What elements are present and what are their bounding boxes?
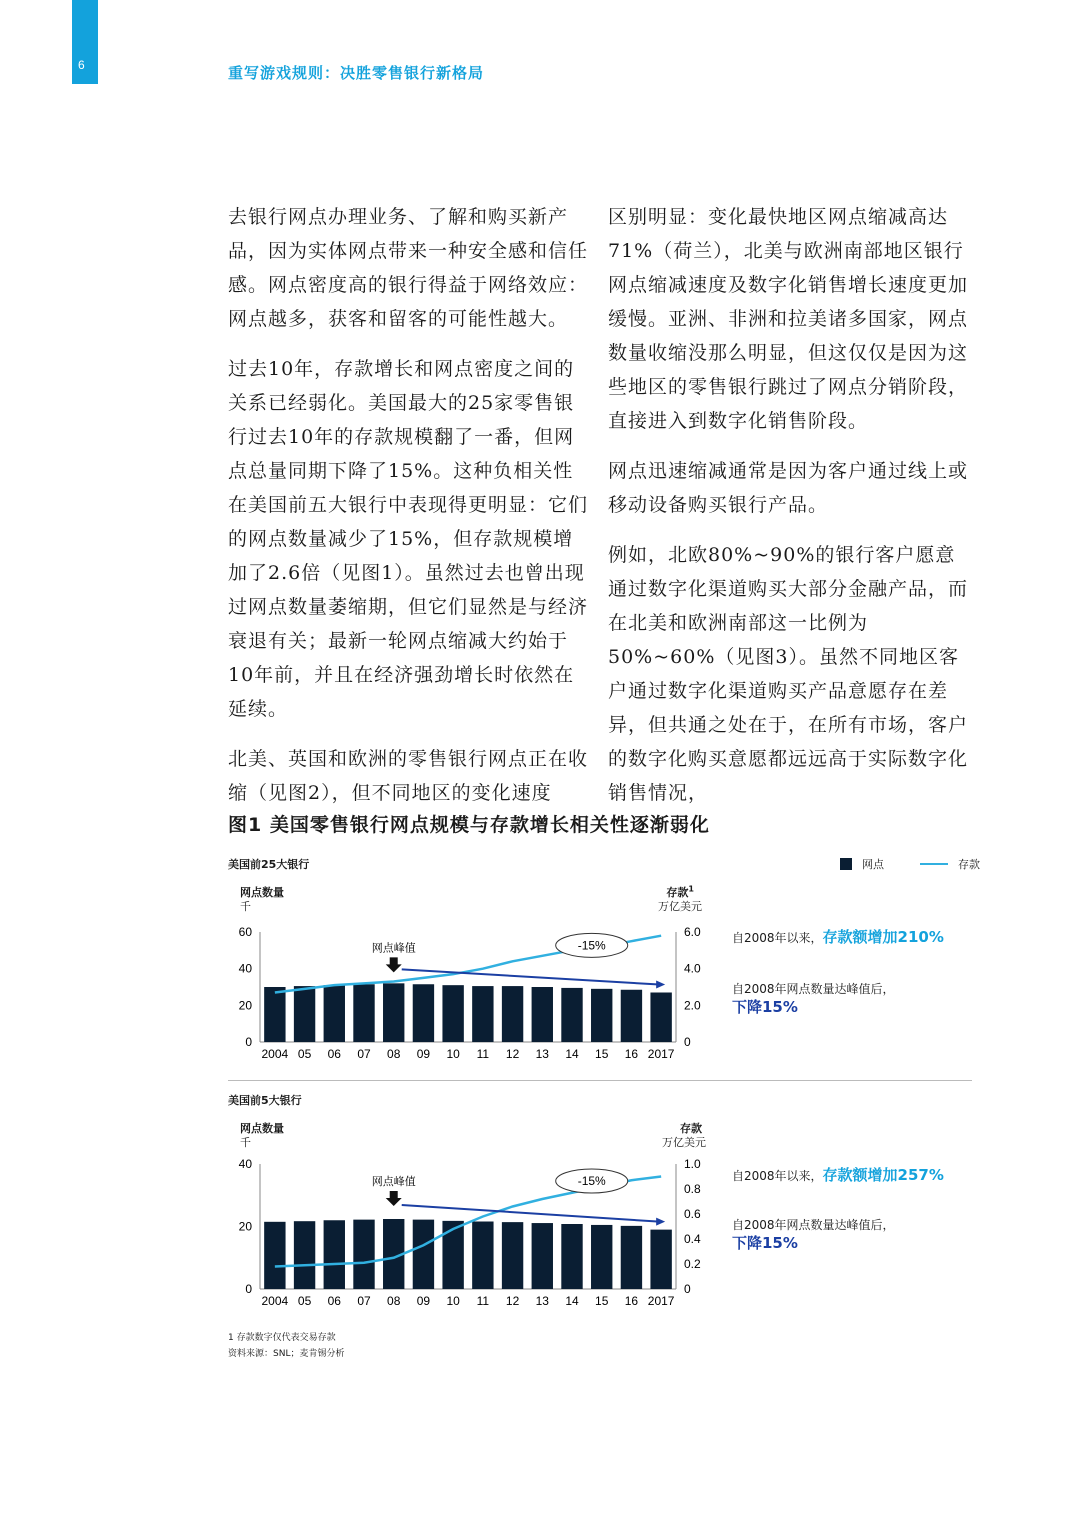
x-tick-label: 08 xyxy=(387,1294,401,1308)
right-tick-label: 2.0 xyxy=(684,998,701,1013)
bar xyxy=(650,1230,671,1289)
bar xyxy=(561,1224,582,1289)
trend-badge-label: -15% xyxy=(577,938,606,953)
x-tick-label: 2017 xyxy=(647,1047,675,1061)
footnote: 1 存款数字仅代表交易存款 xyxy=(228,1333,336,1343)
right-tick-label: 0.8 xyxy=(684,1182,701,1196)
right-column xyxy=(608,200,968,826)
left-tick-label: 20 xyxy=(238,1219,252,1234)
x-tick-label: 14 xyxy=(565,1047,579,1061)
bar xyxy=(294,986,315,1042)
bar xyxy=(621,990,642,1042)
bar xyxy=(591,989,612,1042)
bar xyxy=(472,1222,493,1290)
bar xyxy=(324,1220,345,1289)
annotation-deposit-top5: 自2008年以来，存款额增加257% xyxy=(732,1166,944,1184)
x-tick-label: 15 xyxy=(595,1047,609,1061)
right-tick-label: 4.0 xyxy=(684,961,701,976)
paragraph: 区别明显：变化最快地区网点缩减高达71%（荷兰），北美与欧洲南部地区银行网点缩减速度及数字化销售增长速度更加缓慢。亚洲、非洲和拉美诸多国家，网点数量收缩没那么明显，但这仅仅是因为这些地区的零售银行跳过了网点分销阶段，直接进入到数字化销售阶段。 xyxy=(608,206,969,432)
right-tick-label: 0.4 xyxy=(684,1232,701,1246)
bar xyxy=(502,1222,523,1289)
chart-top5-banks xyxy=(228,1152,718,1317)
bar xyxy=(650,993,671,1043)
page-number: 6 xyxy=(78,58,85,72)
trend-arrow-line xyxy=(402,1205,659,1222)
peak-label: 网点峰值 xyxy=(371,1176,416,1188)
bar xyxy=(591,1225,612,1289)
x-tick-label: 06 xyxy=(327,1294,341,1308)
annotation-branch-top5: 自2008年网点数量达峰值后， 下降15% xyxy=(732,1218,895,1252)
x-tick-label: 10 xyxy=(446,1047,460,1061)
running-header: 重写游戏规则：决胜零售银行新格局 xyxy=(228,64,485,82)
bar xyxy=(413,1220,434,1289)
bar xyxy=(502,986,523,1042)
x-tick-label: 07 xyxy=(357,1047,371,1061)
paragraph: 北美、英国和欧洲的零售银行网点正在收缩（见图2），但不同地区的变化速度 xyxy=(228,748,589,804)
right-tick-label: 6.0 xyxy=(684,925,701,939)
x-tick-label: 10 xyxy=(446,1294,460,1308)
left-tick-label: 0 xyxy=(245,1035,252,1049)
left-axis-unit: 千 xyxy=(240,1136,251,1149)
x-tick-label: 08 xyxy=(387,1047,401,1061)
right-tick-label: 0 xyxy=(684,1282,691,1296)
source-note: 资料来源：SNL；麦肯锡分析 xyxy=(228,1349,345,1359)
bar xyxy=(353,1220,374,1289)
panel-title-top25: 美国前25大银行 xyxy=(228,858,310,871)
bar xyxy=(442,985,463,1042)
left-tick-label: 40 xyxy=(238,1157,252,1171)
right-axis-title: 存款$^1$ xyxy=(666,884,694,899)
chart-top25-banks xyxy=(228,920,718,1070)
left-axis-title: 网点数量 xyxy=(240,886,284,899)
x-tick-label: 09 xyxy=(416,1047,431,1061)
bar xyxy=(264,1222,285,1289)
left-tick-label: 60 xyxy=(238,925,252,939)
page-tab xyxy=(72,0,98,84)
right-tick-label: 0.2 xyxy=(684,1257,701,1271)
bar xyxy=(621,1226,642,1289)
paragraph: 去银行网点办理业务、了解和购买新产品，因为实体网点带来一种安全感和信任感。网点密度高的银行得益于网络效应：网点越多，获客和留客的可能性越大。 xyxy=(228,206,589,330)
x-tick-label: 09 xyxy=(416,1294,431,1308)
x-tick-label: 13 xyxy=(535,1047,549,1061)
paragraph: 网点迅速缩减通常是因为客户通过线上或移动设备购买银行产品。 xyxy=(608,460,969,516)
right-tick-label: 0.6 xyxy=(684,1207,701,1221)
right-axis-title: 存款 xyxy=(680,1122,702,1135)
peak-arrow-icon xyxy=(386,957,402,972)
legend-bar-swatch xyxy=(840,858,852,870)
x-tick-label: 13 xyxy=(535,1294,549,1308)
annotation-deposit-top25: 自2008年以来，存款额增加210% xyxy=(732,928,944,946)
bar xyxy=(353,984,374,1042)
x-tick-label: 11 xyxy=(476,1047,490,1061)
right-axis-unit: 万亿美元 xyxy=(662,1136,706,1149)
legend-line-swatch xyxy=(920,863,948,865)
bar xyxy=(442,1221,463,1289)
x-tick-label: 15 xyxy=(595,1294,609,1308)
x-tick-label: 07 xyxy=(357,1294,371,1308)
left-tick-label: 40 xyxy=(238,961,252,976)
bar xyxy=(324,985,345,1042)
x-tick-label: 16 xyxy=(624,1047,639,1061)
paragraph: 例如，北欧80%~90%的银行客户愿意通过数字化渠道购买大部分金融产品，而在北美和欧洲南部这一比例为50%~60%（见图3）。虽然不同地区客户通过数字化渠道购买产品意愿存在差异，但共通之处在于，在所有市场，客户的数字化购买意愿都远远高于实际数字化销售情况， xyxy=(608,544,969,804)
bar xyxy=(413,984,434,1042)
peak-arrow-icon xyxy=(386,1191,402,1206)
x-tick-label: 12 xyxy=(505,1294,520,1308)
bar xyxy=(561,988,582,1042)
left-axis-title: 网点数量 xyxy=(240,1122,284,1135)
x-tick-label: 11 xyxy=(476,1294,490,1308)
right-tick-label: 1.0 xyxy=(684,1157,701,1171)
bar xyxy=(532,1223,553,1289)
x-tick-label: 16 xyxy=(624,1294,639,1308)
peak-label: 网点峰值 xyxy=(371,942,416,955)
bar xyxy=(472,986,493,1042)
right-tick-label: 0 xyxy=(684,1035,691,1049)
bar xyxy=(383,983,404,1042)
bar xyxy=(294,1221,315,1289)
panel-divider xyxy=(228,1080,972,1081)
x-tick-label: 2004 xyxy=(261,1047,289,1061)
x-tick-label: 2017 xyxy=(647,1294,675,1308)
left-column xyxy=(228,200,588,826)
left-tick-label: 20 xyxy=(238,998,252,1013)
bar xyxy=(532,987,553,1042)
left-tick-label: 0 xyxy=(245,1282,252,1296)
annotation-branch-top25: 自2008年网点数量达峰值后， 下降15% xyxy=(732,982,895,1016)
chart-legend xyxy=(840,856,980,872)
x-tick-label: 05 xyxy=(297,1047,312,1061)
legend-bar-label: 网点 xyxy=(862,858,884,871)
right-axis-unit: 万亿美元 xyxy=(658,900,702,913)
left-axis-unit: 千 xyxy=(240,900,251,913)
x-tick-label: 14 xyxy=(565,1294,579,1308)
bar xyxy=(264,987,285,1042)
trend-arrowhead-icon xyxy=(656,981,665,989)
trend-arrowhead-icon xyxy=(656,1218,665,1226)
x-tick-label: 05 xyxy=(297,1294,312,1308)
trend-badge-label: -15% xyxy=(577,1174,606,1188)
legend-line-label: 存款 xyxy=(958,858,980,871)
figure-title: 图1 美国零售银行网点规模与存款增长相关性逐渐弱化 xyxy=(228,814,710,836)
paragraph: 过去10年，存款增长和网点密度之间的关系已经弱化。美国最大的25家零售银行过去10年的存款规模翻了一番，但网点总量同期下降了15%。这种负相关性在美国前五大银行中表现得更明显：它们的网点数量减少了15%，但存款规模增加了2.6倍（见图1）。虽然过去也曾出现过网点数量萎缩期，但它们显然是与经济衰退有关；最新一轮网点缩减大约始于10年前，并且在经济强劲增长时依然在延续。 xyxy=(228,358,589,720)
x-tick-label: 2004 xyxy=(261,1294,289,1308)
x-tick-label: 12 xyxy=(505,1047,520,1061)
x-tick-label: 06 xyxy=(327,1047,341,1061)
panel-title-top5: 美国前5大银行 xyxy=(228,1094,302,1107)
